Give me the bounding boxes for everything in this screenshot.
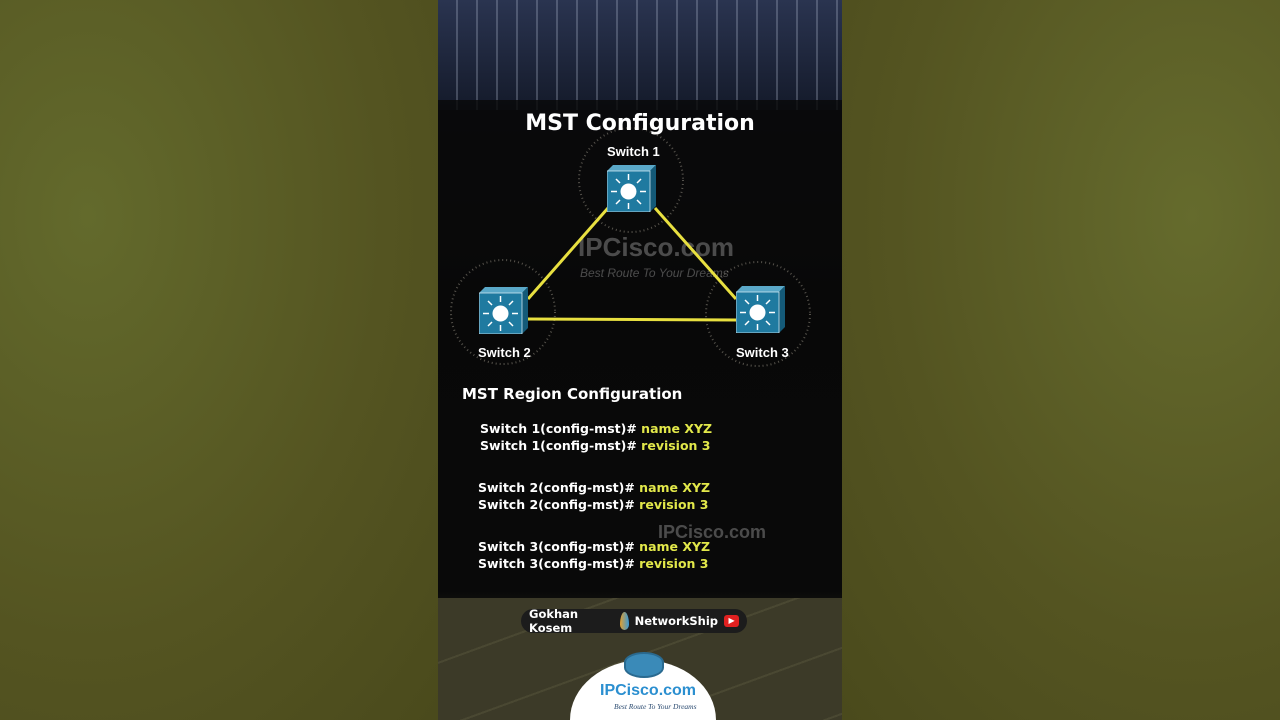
switch-3-icon[interactable] [736, 286, 785, 333]
command-line [478, 480, 710, 495]
author-name: Gokhan Kosem [529, 607, 579, 635]
command: revision 3 [641, 438, 711, 453]
watermark-brand: IPCisco.com [578, 232, 735, 262]
region-heading: MST Region Configuration [462, 385, 683, 403]
left-background [0, 0, 438, 720]
drop-logo-icon [620, 612, 629, 630]
command: revision 3 [639, 497, 709, 512]
video-frame[interactable] [438, 0, 842, 720]
switch-2-label: Switch 2 [478, 345, 531, 360]
switch-1-icon[interactable] [607, 165, 656, 212]
router-icon [624, 652, 664, 678]
command: name XYZ [639, 480, 711, 495]
switch-3-label: Switch 3 [736, 345, 789, 360]
watermark-tagline: Best Route To Your Dreams [580, 266, 729, 280]
link-s2-s3 [528, 319, 736, 320]
channel-badge[interactable] [521, 609, 747, 633]
watermark-brand-small: IPCisco.com [658, 522, 767, 542]
logo-brand: IPCisco.com [600, 682, 697, 699]
prompt: Switch 2(config-mst)# [478, 497, 635, 512]
switch-1-label: Switch 1 [607, 144, 660, 159]
right-background [842, 0, 1280, 720]
logo-tagline: Best Route To Your Dreams [614, 702, 697, 711]
link-s1-s3 [655, 208, 736, 299]
command: name XYZ [641, 421, 713, 436]
prompt: Switch 3(config-mst)# [478, 556, 635, 571]
command-line [480, 421, 712, 436]
prompt: Switch 1(config-mst)# [480, 438, 637, 453]
command-line [478, 497, 709, 512]
prompt: Switch 3(config-mst)# [478, 539, 635, 554]
prompt: Switch 1(config-mst)# [480, 421, 637, 436]
command-line [478, 539, 710, 554]
link-s1-s2 [528, 208, 608, 299]
prompt: Switch 2(config-mst)# [478, 480, 635, 495]
switch-2-icon[interactable] [479, 287, 528, 334]
command: name XYZ [639, 539, 711, 554]
youtube-play-icon[interactable]: ▶ [724, 615, 739, 627]
command-line [480, 438, 711, 453]
channel-name: NetworkShip [634, 614, 719, 628]
command: revision 3 [639, 556, 709, 571]
command-line [478, 556, 709, 571]
page-title: MST Configuration [525, 111, 755, 136]
